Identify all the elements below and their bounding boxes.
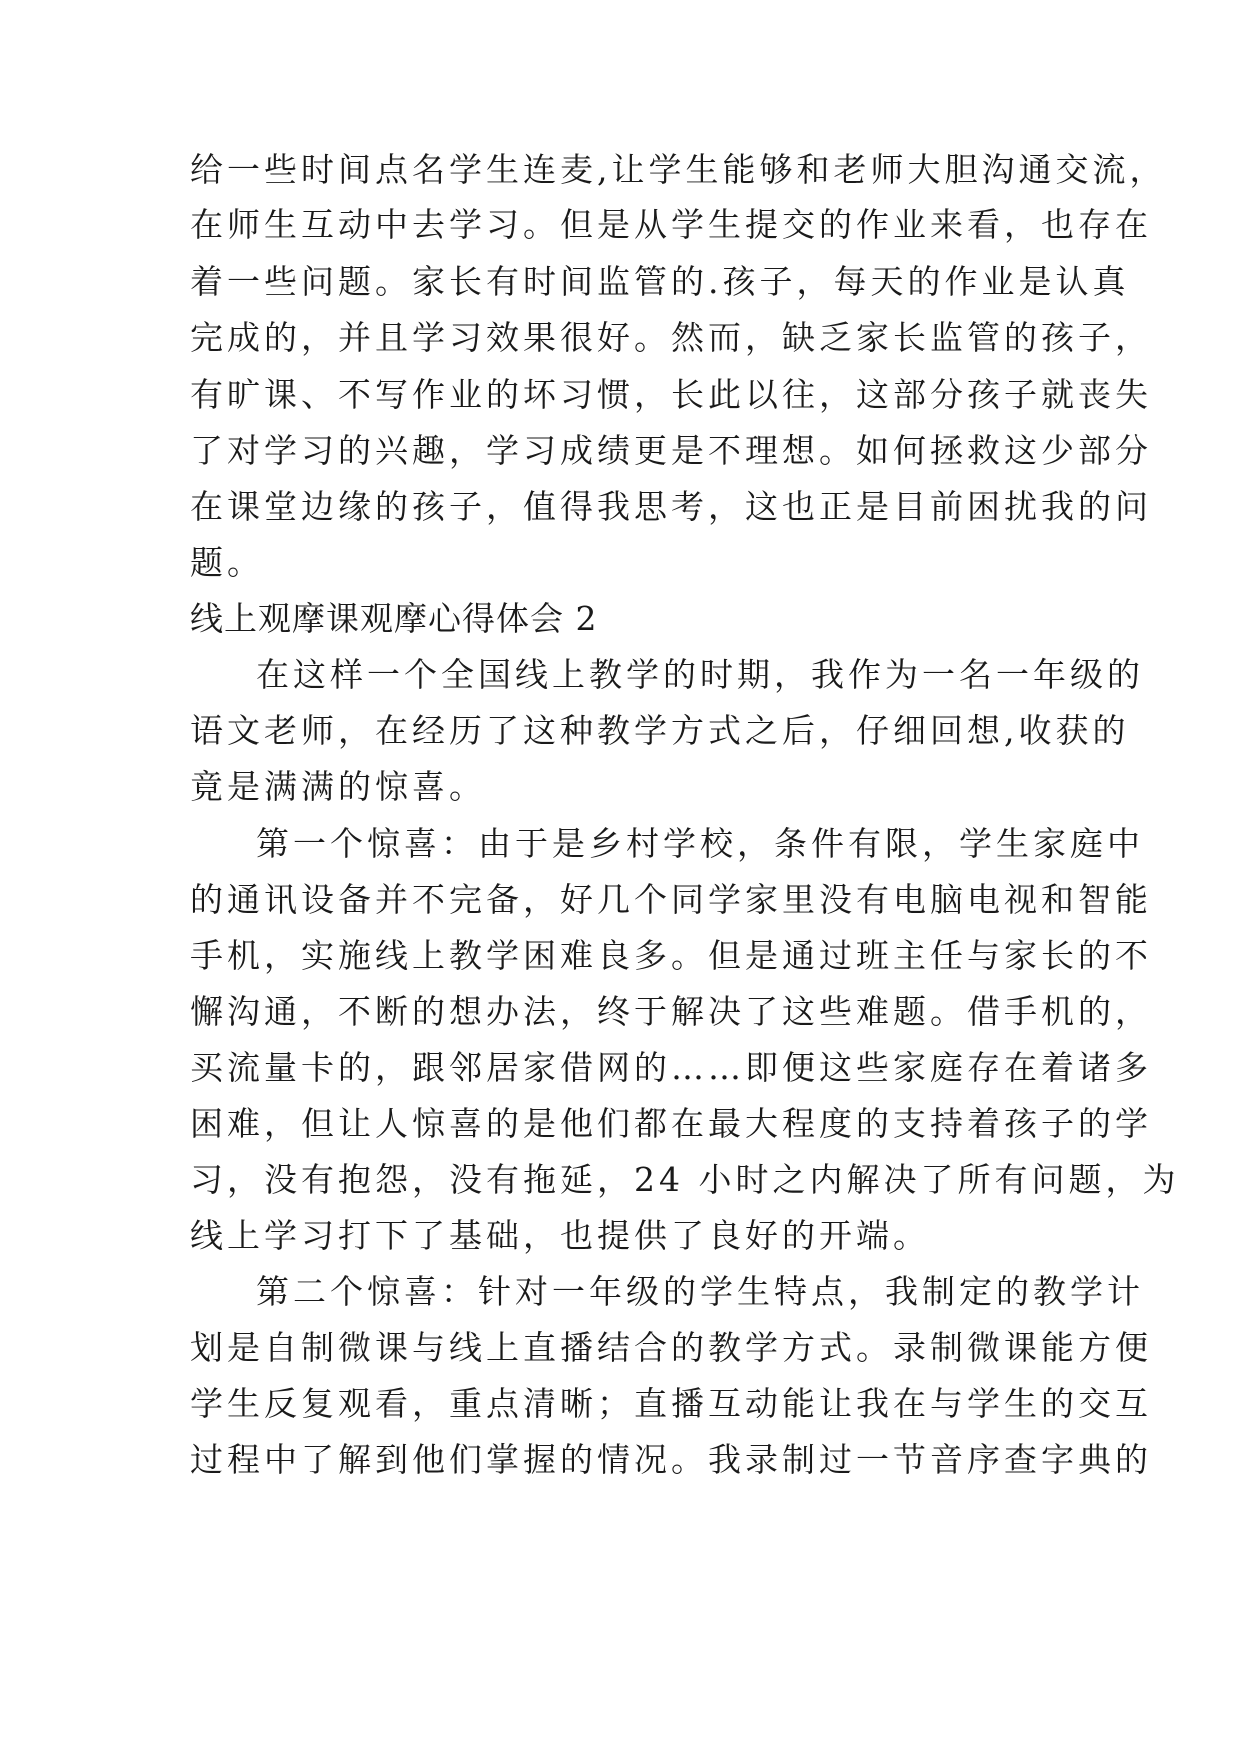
- section-heading: 线上观摩课观摩心得体会 2: [190, 599, 598, 638]
- paragraph-line: 划是自制微课与线上直播结合的教学方式。录制微课能方便: [190, 1328, 1152, 1367]
- paragraph-line: 第一个惊喜：由于是乡村学校，条件有限，学生家庭中: [256, 824, 1144, 863]
- paragraph-line: 买流量卡的，跟邻居家借网的……即便这些家庭存在着诸多: [190, 1048, 1152, 1087]
- paragraph-line: 在课堂边缘的孩子，值得我思考，这也正是目前困扰我的问: [190, 487, 1152, 526]
- paragraph-line: 的通讯设备并不完备，好几个同学家里没有电脑电视和智能: [190, 880, 1152, 919]
- paragraph-line: 在师生互动中去学习。但是从学生提交的作业来看，也存在: [190, 205, 1152, 244]
- paragraph-line: 着一些问题。家长有时间监管的.孩子，每天的作业是认真: [190, 262, 1130, 301]
- paragraph-line: 语文老师，在经历了这种教学方式之后，仔细回想,收获的: [190, 711, 1130, 750]
- paragraph-line: 竟是满满的惊喜。: [190, 767, 486, 806]
- paragraph-line: 学生反复观看，重点清晰；直播互动能让我在与学生的交互: [190, 1384, 1152, 1423]
- paragraph-line: 困难，但让人惊喜的是他们都在最大程度的支持着孩子的学: [190, 1104, 1152, 1143]
- paragraph-line: 有旷课、不写作业的坏习惯，长此以往，这部分孩子就丧失: [190, 375, 1152, 414]
- paragraph-line: 线上学习打下了基础，也提供了良好的开端。: [190, 1216, 930, 1255]
- paragraph-line: 习，没有抱怨，没有拖延，24 小时之内解决了所有问题，为: [190, 1160, 1180, 1199]
- paragraph-line: 题。: [190, 543, 264, 582]
- paragraph-line: 手机，实施线上教学困难良多。但是通过班主任与家长的不: [190, 936, 1152, 975]
- paragraph-line: 第二个惊喜：针对一年级的学生特点，我制定的教学计: [256, 1272, 1144, 1311]
- paragraph-line: 懈沟通，不断的想办法，终于解决了这些难题。借手机的，: [190, 992, 1152, 1031]
- paragraph-line: 在这样一个全国线上教学的时期，我作为一名一年级的: [256, 655, 1144, 694]
- paragraph-line: 过程中了解到他们掌握的情况。我录制过一节音序查字典的: [190, 1440, 1152, 1479]
- paragraph-line: 了对学习的兴趣，学习成绩更是不理想。如何拯救这少部分: [190, 431, 1152, 470]
- paragraph-line: 给一些时间点名学生连麦,让学生能够和老师大胆沟通交流，: [190, 150, 1167, 189]
- paragraph-line: 完成的，并且学习效果很好。然而，缺乏家长监管的孩子，: [190, 318, 1152, 357]
